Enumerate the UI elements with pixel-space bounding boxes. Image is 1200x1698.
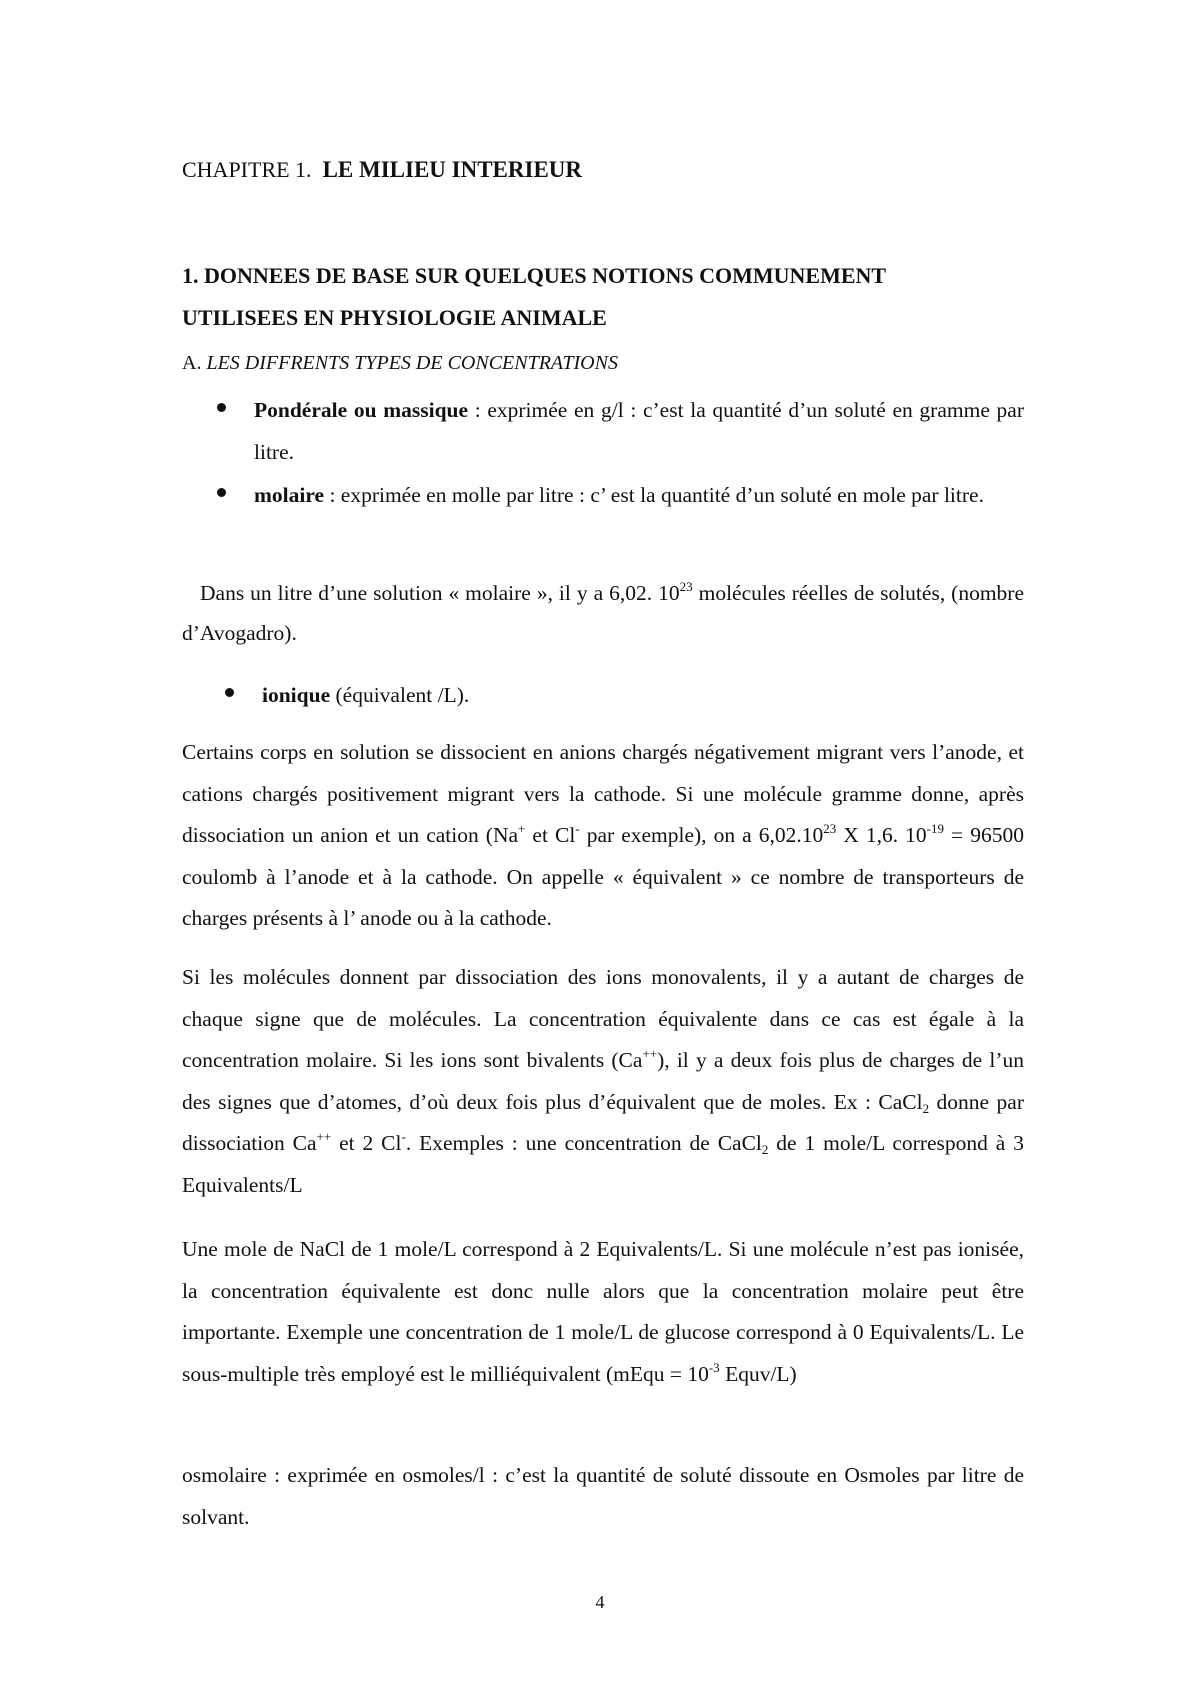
avogadro-paragraph: Dans un litre d’une solution « molaire », il y a 6,02. $10^{23}$ molécules réelles de solutés, (nombre d’Avogadro).: [182, 579, 1025, 645]
section-title-line-2: UTILISEES EN PHYSIOLOGIE ANIMALE: [182, 305, 607, 330]
bullet-ionique-definition: (équivalent /L).: [330, 683, 470, 707]
page-number: 4: [595, 1592, 605, 1612]
bullet-molaire-definition: : exprimée en molle par litre : c’ est la quantité d’un soluté en mole par litre.: [324, 483, 984, 507]
subsection-letter: A.: [182, 352, 202, 374]
chapter-number: CHAPITRE 1.: [182, 157, 312, 182]
bullet-ponderale-text: [254, 389, 1024, 473]
monovalent-paragraph: Si les molécules donnent par dissociation des ions monovalents, il y a autant de charges de chaque signe que de molécules. La concentration équivalente dans ce cas est égale à la concentration molaire. Si les ions sont bivalents (Ca++), il y a deux fois plus de charges de l’un des signes que d’atomes, d’où deux fois plus d’équivalent que de moles. Ex : CaCl$_2$ donne par dissociation Ca++ et 2 Cl-. Exemples : une concentration de CaCl$_2$ de 1 mole/L correspond à 3 Equivalents/L: [182, 965, 1024, 1197]
bullet-ponderale-definition: : exprimée en g/l : c’est la quantité d’un soluté en gramme par litre.: [254, 398, 1024, 464]
bullet-molaire-text: [254, 474, 1024, 516]
section-heading: [182, 255, 1024, 339]
subsection-title: LES DIFFRENTS TYPES DE CONCENTRATIONS: [206, 352, 618, 374]
bullet-ionique-term: ionique: [262, 683, 331, 707]
nacl-paragraph: Une mole de NaCl de 1 mole/L correspond à 2 Equivalents/L. Si une molécule n’est pas ionisée, la concentration équivalente est donc nulle alors que la concentration molaire peut être importante. Exemple une concentration de 1 mole/L de glucose correspond à 0 Equivalents/L. Le sous-multiple très employé est le milliéquivalent (mEqu = $10^{-3}$ Equv/L): [182, 1237, 1024, 1386]
osmolaire-paragraph: osmolaire : exprimée en osmoles/l : c’est la quantité de soluté dissoute en Osmoles par litre de solvant.: [182, 1463, 1024, 1529]
bullet-dot-icon: [225, 688, 234, 697]
subsection-heading: [182, 347, 1024, 379]
bullet-molaire-term: molaire: [254, 483, 325, 507]
ionique-paragraph: Certains corps en solution se dissocient en anions chargés négativement migrant vers l’anode, et cations chargés positivement migrant vers la cathode. Si une molécule gramme donne, après dissociation un anion et un cation (Na+ et Cl- par exemple), on a 6,02.10$^{23}$ X 1,6. $10^{-19} = 96500$ coulomb à l’anode et à la cathode. On appelle « équivalent » ce nombre de transporteurs de charges présents à l’ anode ou à la cathode.: [182, 740, 1024, 930]
chapter-heading: [182, 152, 1024, 188]
bullet-ponderale-term: Pondérale ou massique: [254, 398, 469, 422]
chapter-title: LE MILIEU INTERIEUR: [322, 157, 583, 182]
section-title-line-1: 1. DONNEES DE BASE SUR QUELQUES NOTIONS COMMUNEMENT: [182, 263, 887, 288]
bullet-dot-icon: [217, 488, 226, 497]
bullet-dot-icon: [217, 403, 226, 412]
bullet-ionique-text: [262, 674, 1024, 716]
